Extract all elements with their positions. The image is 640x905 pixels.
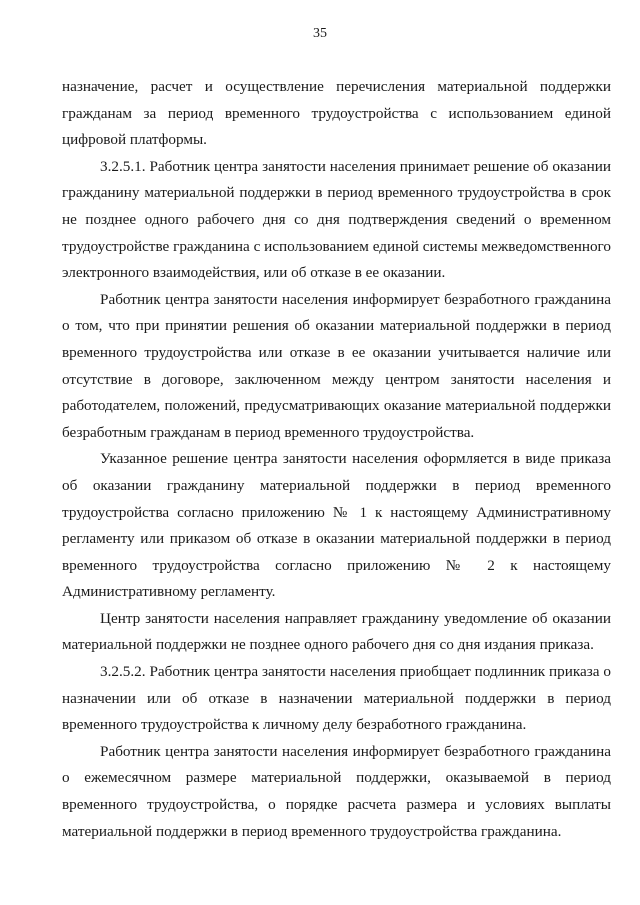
paragraph-continuation: назначение, расчет и осуществление перечисления материальной поддержки гражданам за период временного трудоустройства с использованием единой цифровой платформы. xyxy=(62,78,611,149)
paragraph-inform-amount: Работник центра занятости населения информирует безработного гражданина о ежемесячном размере материальной поддержки, оказываемой в период временного трудоустройства, о порядке расчета размера и условиях выплаты материальной поддержки в период временного трудоустройства гражданина. xyxy=(62,742,611,840)
page-number: 35 xyxy=(313,26,327,41)
paragraph-notification: Центр занятости населения направляет гражданину уведомление об оказании материальной поддержки не позднее одного рабочего дня со дня издания приказа. xyxy=(62,609,611,654)
document-body xyxy=(62,74,611,845)
paragraph-3-2-5-1: 3.2.5.1. Работник центра занятости населения принимает решение об оказании гражданину материальной поддержки в период временного трудоустройства в срок не позднее одного рабочего дня со дня подтверждения сведений о временном трудоустройстве гражданина с использованием единой системы межведомственного электронного взаимодействия, или об отказе в ее оказании. xyxy=(62,157,611,282)
paragraph-inform-decision: Работник центра занятости населения информирует безработного гражданина о том, что при принятии решения об оказании материальной поддержки в период временного трудоустройства или отказе в ее оказании учитывается наличие или отсутствие в договоре, заключенном между центром занятости населения и работодателем, положений, предусматривающих оказание материальной поддержки безработным гражданам в период временного трудоустройства. xyxy=(62,290,611,441)
paragraph-order-form: Указанное решение центра занятости населения оформляется в виде приказа об оказании гражданину материальной поддержки в период временного трудоустройства согласно приложению № 1 к настоящему Административному регламенту или приказом об отказе в оказании материальной поддержки в период временного трудоустройства согласно приложению № 2 к настоящему Административному регламенту. xyxy=(62,450,611,601)
paragraph-3-2-5-2: 3.2.5.2. Работник центра занятости населения приобщает подлинник приказа о назначении или об отказе в назначении материальной поддержки в период временного трудоустройства к личному делу безработного гражданина. xyxy=(62,663,611,734)
